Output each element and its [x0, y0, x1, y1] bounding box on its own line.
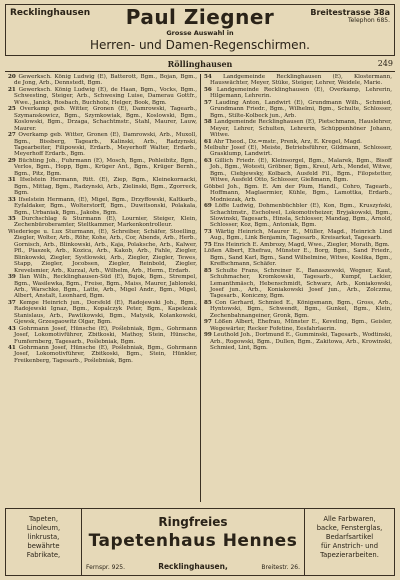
directory-entry: [8, 106, 197, 132]
ad-line: backe, Fensterglas,: [316, 524, 383, 532]
running-head-title: Röllinghausen: [167, 59, 233, 69]
directory-entry: [204, 119, 392, 138]
entry-text: Landgemeinde Recklinghausen (E), Overkamp, Lehrerin, Hilgemann, Lehrerin.: [210, 86, 392, 100]
directory-entry: [204, 248, 392, 267]
entry-house-number: 85: [204, 267, 212, 274]
entry-text: Kempe Heinrich jun., Dorsfeld (E), Radojewski Joh., Bgm., Radojewski Ignaz, Bgm., Kopalczyk Peter, Bgm., Kapelezak Stanislaus, Arb., Pawlikowski, Bgm., Matysik, Kolankowski, Gjewsk, Grzesgaowitz Olgar, Bgm.: [14, 299, 197, 326]
entry-house-number: 99: [204, 332, 212, 339]
entry-text: Lößen Albert, Ehefrau, Münster E., Keveling, Bgm., Geisler, Wegewärter, Recker Fofetine, Eesfahrlaerin.: [210, 319, 393, 332]
entry-house-number: 21: [8, 86, 16, 93]
entry-text: Wiederiege u. Lux Sturmann, (E), Schreiber, Schäfer, Stoelling, Ziegler, Wolter, Arb., Röhr, Kohe, Arb., Cor, Abends, Arb., Herb., Gornisch, Arb., Blinkowski, Arb., Kaja, Polaksche, Arb., Kalwer, Pfl., Piaszek, Arb., Kozica, Arb., Kakob, Arb., Fahle, Ziegler, Blinkowski, Ziegler, Systlowski, Arb., Ziegler, Ziegler, Tewes, Stapp, Ziegler, Jocobsen, Ziegler, Reinbold, Ziegler, Krevelsmier, Arb., Kurzal, Arb., Wilhelm, Arb., Herm., Erdarb.: [8, 228, 197, 274]
entry-house-number: 37: [8, 299, 16, 306]
directory-entry: [8, 229, 197, 274]
ad-line: Linoleum,: [26, 524, 61, 532]
entry-house-number: 27: [8, 132, 16, 139]
entry-house-number: 25: [8, 106, 16, 113]
page-number: 249: [377, 59, 393, 68]
right-column: [200, 74, 395, 502]
entry-text: Löffe Ludwig, Dohmenbüchbler (E), Kon, Bgm., Kruszyński, Schachtmstr., Escholwel, Lokomotivheizer, Bryjakowski, Bgm., Slowinski, Tagesarb., Hinsla, Schlosser, Mandag, Bgm., Arnold, Schlosser, Koz, Bgm., Antoniak, Bgm.: [210, 203, 392, 229]
entry-text: Gohrmann Josef, Hünsche (E), Poślebniak, Bgm., Gohrmann Josef, Lokomotivführer, Zbitkoski, Mathoy, Stein, Hünsche, Fumfernberg, Tagesarb., Poślebniak, Bgm.: [14, 325, 197, 345]
entry-house-number: 41: [8, 345, 16, 352]
entry-text: Overkamp geb. Witter, Gronen (E), Damrowski, Arb., Muxoll, Bgm., Bissberg, Tagearb., Kalinski, Arb., Radzynski, Tagearbeiter, Filipowski, Erdarb., Meyerhoff Walter, Erdarb., Meyerhoff Erdarb., Bgm.: [14, 132, 197, 158]
ad-line: Bedarfsartikel: [325, 533, 374, 541]
entry-house-number: 39: [8, 274, 16, 281]
entry-house-number: 85: [204, 299, 212, 306]
directory-entry: [204, 184, 392, 203]
entry-text: Gillich Friedr. (E), Kleinsorgel, Bgm., Malarek, Bgm., Bisoff Joh., Bgm., Wotesti, Gröbner, Bgm., Kreul, Arb., Mendel, Witwe, Bgm., Ciebjewsky, Kolbach, Ausfeld Fil., Bgm., Filopstetter, Witwe, Ausfeld Otto, Schlosser, Gießmann, Bgm.: [210, 157, 393, 184]
entry-house-number: 97: [204, 319, 212, 326]
ad-line: Tapezierarbeiten.: [320, 551, 379, 559]
entry-house-number: 54: [204, 74, 212, 80]
ad-tagline: Herren- und Damen-Regenschirmen.: [90, 38, 310, 52]
ad-line: Tapeten,: [28, 515, 58, 523]
entry-text: Ahr Theod., Dz.=mstr., Prenk, Arz, E. Kregel, Magd.: [213, 138, 362, 145]
entry-text: Landgemeinde Recklinghausen (E), Klostermann, Hauswächter, Meyer, Stüke, Steiger, Lehrer, Weidele, Marie.: [210, 74, 393, 87]
ad-phone: Fernspr. 925.: [86, 564, 126, 571]
entry-house-number: 20: [8, 74, 16, 80]
directory-entry: [204, 145, 392, 158]
ad-subtitle: Grosse Auswahl in: [166, 29, 234, 37]
entry-text: Wärtig Heinrich, Maurer E., Müller, Magd., Heinrich Lind Aug., Bgm., Link Benjamin, Tagesarb., Kreisarkat, Tagesarb.: [210, 228, 392, 242]
directory-columns: [5, 74, 395, 502]
entry-house-number: 75: [204, 241, 212, 248]
ad-right-panel: [304, 509, 394, 575]
ad-left-panel: [6, 509, 82, 575]
entry-text: Lauding Anton, Landwirt (E), Grundmann Wilh., Schmied, Grundmann Friedr., Bgm., Wilhelmi, Bgm., Schulte, Schlosser, Bgm., Stilte-Kolbeck jun., Arb.: [210, 99, 392, 119]
entry-house-number: 43: [8, 325, 16, 332]
top-advertisement: [5, 4, 395, 56]
entry-house-number: 57: [204, 99, 212, 106]
entry-text: Landgemeinde Recklinghausen (E), Pietschmann, Hauslehrer, Meyer, Lehrer, Schulten, Lehrerin, Schüppenhöner Johann, Witwe.: [210, 119, 393, 139]
entry-house-number: 35: [8, 215, 16, 222]
entry-house-number: 61: [204, 138, 212, 145]
entry-text: Gohrmann Josef, Hünsche (E), Poślebniak, Bgm., Gohrmann Josef, Lokomotivführer, Zbitkoski, Bgm., Stein, Hünkler, Freikenberg, Tagesarb., Poślebniak, Bgm.: [14, 345, 197, 364]
ad-company: Tapetenhaus Hennes: [88, 531, 298, 551]
directory-entry: [8, 132, 197, 158]
directory-entry: [8, 197, 197, 216]
entry-text: Göbbel Joh., Bgm. E. Am der Plum, Handl., Cohro, Tagearb., Hoffmann, Maglaermier, Kühle, Bgm., Lamottka, Erdarb., Modniezak, Arb.: [204, 183, 392, 203]
entry-text: Gewerksch. König Ludwig (E), de Haan, Bgm., Vocks, Bgm., Schwesting, Steiger, Arb., Schwesing Luise, Damerau Gottfr., Wwe., Janick, Rosbach, Buchholz, Helger, Book, Bgm.: [14, 86, 197, 106]
directory-entry: [8, 74, 197, 87]
ad-line: für Anstrich- und: [320, 542, 379, 550]
entry-text: Büchting Joh., Fuhrmann (E), Mosch, Bgm., Pohleibitz, Bgm., Verlos, Bgm., Hopp, Bgm., Krüger Ant., Bgm., Krüger Bernh., Bgm., Pitz, Bgm.: [14, 157, 197, 177]
directory-entry: [204, 268, 392, 300]
bottom-advertisement: [5, 508, 395, 576]
entry-text: Gewerksch. König Ludwig (E), Batterott, Bgm., Bojan, Bgm., de Jong, Arb., Dennstedt, Bgm.: [14, 74, 197, 87]
ad-street: Breitestr. 26.: [261, 564, 300, 571]
directory-entry: [204, 87, 392, 100]
directory-entry: [8, 158, 197, 177]
ad-center-panel: [82, 509, 304, 575]
directory-entry: [204, 203, 392, 229]
entry-house-number: 31: [8, 177, 16, 184]
ad-heading: Ringfreies: [158, 515, 228, 529]
entry-house-number: 63: [204, 157, 212, 164]
directory-entry: [204, 74, 392, 87]
entry-house-number: 33: [8, 196, 16, 203]
directory-entry: [8, 87, 197, 106]
ad-company-name: Paul Ziegner: [125, 5, 275, 29]
directory-entry: [204, 100, 392, 119]
entry-house-number: 56: [204, 86, 212, 93]
ad-city: Recklinghausen: [10, 8, 91, 18]
ad-line: Alle Farbwaren,: [323, 515, 376, 523]
ad-address: Breitestrasse 38a: [310, 8, 390, 17]
entry-text: Con Gerhard, Schmied E., Königsmann, Bgm., Gross, Arb., Hyntowski, Bgm., Schwendt, Bgm., Gunkel, Bgm., Klein, Zechenbahnangeiner, Gronk, Bgm.: [210, 299, 393, 319]
ad-telephone: Telephon 685.: [347, 17, 390, 24]
directory-entry: [204, 332, 392, 351]
left-column: [5, 74, 200, 502]
directory-entry: [8, 345, 197, 364]
entry-text: Durchschlag & Sturmann (E), Lournier, Steiger, Klein, Zechenbüroberamter, Steltkammer, Markenkontrolleur.: [14, 215, 197, 229]
directory-entry: [8, 274, 197, 300]
entry-text: Ifselstein Hermann, (E), Migel, Bgm., Drzyffowski, Kaltkarb., Eyfaldaker, Bgm., Wolterstorff, Bgm., Duwitsonski, Polakala, Bgm., Urbaniak, Bgm., Jakobs, Bgm.: [14, 196, 197, 216]
ad-line: linkrusta,: [27, 533, 60, 541]
entry-house-number: 69: [204, 203, 212, 210]
entry-text: Schulte Frans, Schreiner E., Banaszewski, Wegner, Kaut, Schuhmacher, Kromkowski, Tagesarb., Kumpf, Lackier, Lemanthmäsch, Hebenschmidt, Schwarz, Arb., Koniakowski, Josef jun., Arb., Koniakowski Josef jun., Arb., Zolczma, Tagesarb., Koniczny, Bgm.: [210, 267, 392, 300]
directory-entry: [204, 300, 392, 319]
entry-house-number: 29: [8, 157, 16, 164]
directory-entry: [204, 158, 392, 184]
directory-entry: [204, 319, 392, 332]
entry-house-number: 58: [204, 119, 212, 126]
directory-entry: [8, 300, 197, 326]
entry-text: Ens Heinrich E. Ambrozy, Magd, Wwe., Ziegler, Morath, Bgm.: [213, 241, 390, 248]
directory-entry: [8, 216, 197, 229]
ad-line: bewährte: [27, 542, 60, 550]
entry-text: Leuthold Joh., Dortmund E., Gumminski, Tagesarb., Wodtinski, Arb., Rogowski, Bgm., Dullen, Bgm., Zakitowa, Arb., Krowinski, Schmied, Lint, Bgm.: [210, 332, 392, 352]
directory-entry: [8, 177, 197, 196]
running-head: [5, 58, 395, 72]
directory-entry: [204, 229, 392, 242]
entry-text: Melbuhr Josef (E), Meiste, Betriebsführer, Gildmann, Schlosser, Grasklump, Landwirt.: [204, 144, 392, 158]
directory-entry: [8, 326, 197, 345]
entry-text: Ilan Wilh., Recklinghausen-Süd (E), Bujok, Bgm., Strempel, Bgm., Wasilewka, Bgm., Freise, Bgm., Maiss, Maurer, Jablonski, Arb., Warschke, Bgm., Latte, Arb., Migel Andr., Bgm., Migel, Albert, Anstalt, Leonhard, Bgm.: [14, 274, 197, 300]
entry-text: Lößen Albert, Ehefrau, Münster E., Borg, Bgm., Sand Friedr., Bgm., Sand Karl, Bgm., Sand Wilhelmine, Witwe, Koslika, Bgm., Kreffschmann, Schäfer.: [204, 248, 392, 268]
entry-text: Ifselstein Hermann, Ritt. (E), Ziep, Bgm., Kleinekornacki, Bgm., Mittag, Bgm., Radzynski, Arb., Zielinski, Bgm., Zgorreck, Bgm.: [14, 177, 198, 197]
entry-house-number: 73: [204, 228, 212, 235]
entry-text: Overkamp geb. Witter, Gronen (E), Damrowski, Tagearb., Szymanskowicz, Bgm., Szymkowiak, Bgm., Koslowski, Bgm., Koslowski, Bgm., Drzaga, Schachtmstr., Stahl, Maurer, Lauw, Maurer.: [14, 106, 197, 132]
ad-line: Fabrikate,: [26, 551, 61, 559]
ad-city-bottom: Recklinghausen,: [158, 562, 228, 571]
